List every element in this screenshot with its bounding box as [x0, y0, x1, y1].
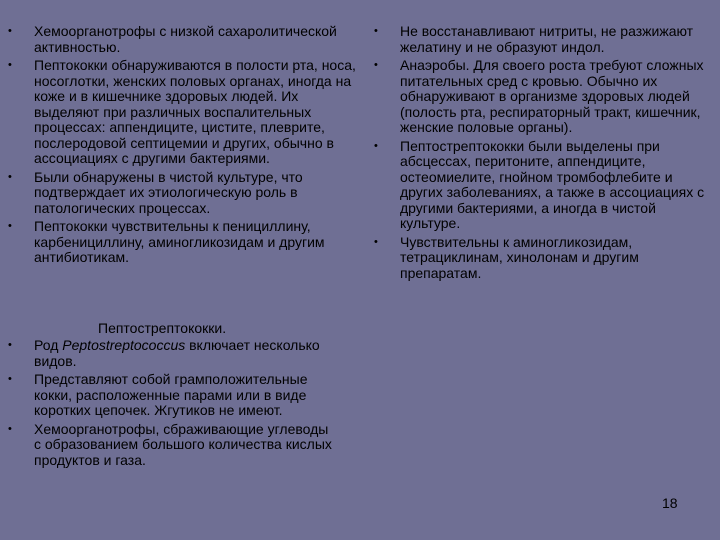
bullet-icon: •	[8, 59, 12, 71]
list-item-text: Пептококки обнаруживаются в полости рта, носа, носоглотки, женских половых органах, иногда на коже и в кишечнике здоровых людей. Их выделяют при различных воспалительных процессах: аппендиците, цистите, плеврите, послеродовой септицемии и других, обычно в ассоциациях с другими бактериями.	[34, 57, 356, 166]
left-bullet-list	[8, 23, 356, 269]
list-item-text: Были обнаружены в чистой культуре, что подтверждает их этиологическую роль в патологических процессах.	[34, 168, 303, 216]
bullet-icon: •	[8, 25, 12, 37]
list-item	[8, 168, 356, 217]
list-item	[8, 337, 334, 369]
bullet-icon: •	[374, 59, 378, 71]
list-item-text: Представляют собой грамположительные кокки, расположенные парами или в виде коротких цепочек. Жгутиков не имеют.	[34, 371, 308, 418]
list-item-text: Чувствительны к аминогликозидам, тетрациклинам, хинолонам и другим препаратам.	[400, 233, 639, 281]
bullet-icon: •	[374, 25, 378, 37]
list-item	[374, 57, 716, 136]
bottom-bullet-list	[8, 337, 334, 471]
list-item-text: Не восстанавливают нитриты, не разжижают желатину и не образуют индол.	[400, 23, 694, 55]
bullet-icon: •	[374, 235, 378, 248]
list-item-text: Хемоорганотрофы с низкой сахаролитической активностью.	[34, 23, 337, 55]
list-item	[8, 420, 334, 469]
bullet-icon: •	[374, 139, 378, 152]
list-item	[8, 218, 356, 266]
list-item	[374, 233, 716, 282]
bullet-icon: •	[8, 220, 12, 232]
list-item	[8, 371, 334, 419]
list-item	[374, 137, 716, 232]
list-item-text: Хемоорганотрофы, сбраживающие углеводы с образованием большого количества кислых продуктов и газа.	[34, 420, 332, 468]
list-item	[8, 23, 356, 55]
genus-name: Peptostreptococcus	[62, 337, 186, 353]
list-item-prefix: Род	[34, 337, 63, 353]
list-item-text: Пептококки чувствительны к пенициллину, карбенициллину, аминогликозидам и другим антибиотикам.	[34, 218, 325, 265]
bullet-icon: •	[8, 170, 12, 183]
bullet-icon: •	[8, 373, 12, 385]
bullet-icon: •	[8, 422, 12, 435]
right-bullet-list	[374, 23, 716, 284]
list-item	[8, 57, 356, 167]
section-heading: Пептострептококки.	[98, 320, 227, 336]
list-item-text: Пептострептококки были выделены при абсцессах, перитоните, аппендиците, остеомиелите, гнойном тромбофлебите и других заболеваниях, а также в ассоциациях с другими бактериями, а иногда в чистой культуре.	[400, 137, 705, 231]
bullet-icon: •	[8, 339, 12, 351]
list-item-text: Анаэробы. Для своего роста требуют сложных питательных сред с кровью. Обычно их обнаруживают в организме здоровых людей (полость рта, респираторный тракт, кишечник, женские половые органы).	[400, 57, 704, 135]
list-item-suffix: включает несколько видов.	[34, 337, 320, 369]
page-number: 18	[662, 495, 678, 511]
list-item	[374, 23, 716, 55]
